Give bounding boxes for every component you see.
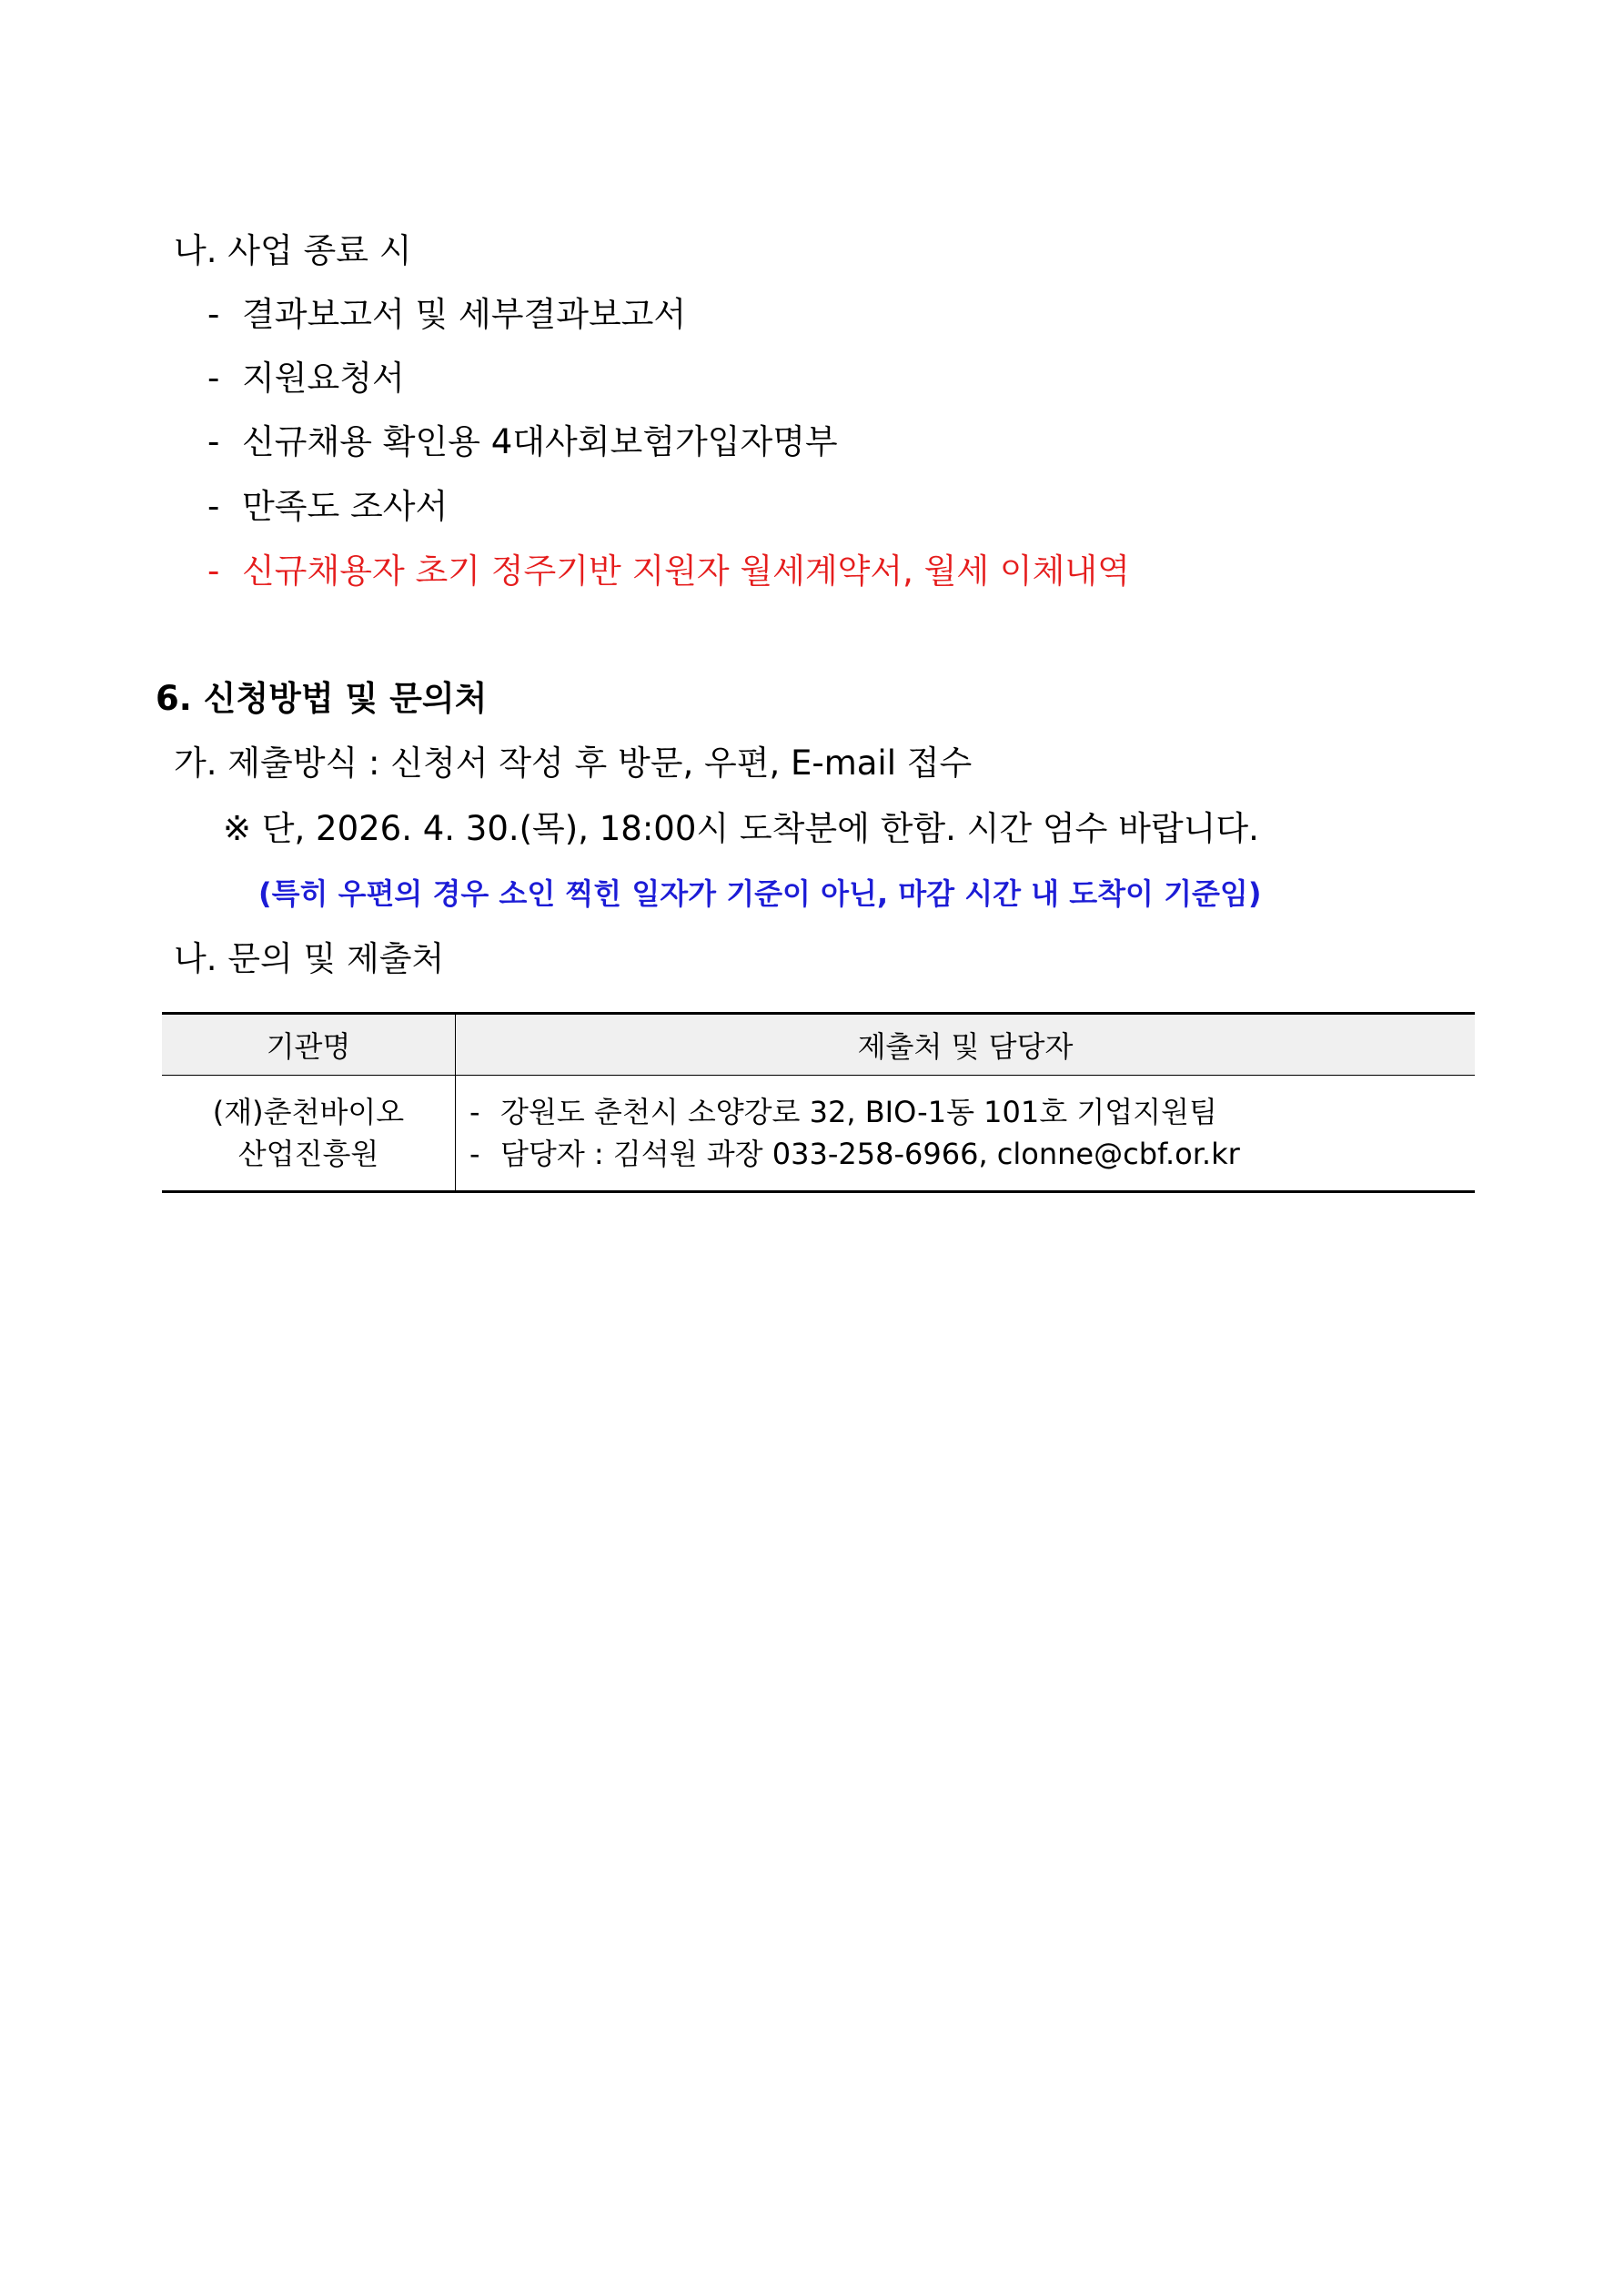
section-6-title: 6. 신청방법 및 문의처	[156, 679, 488, 718]
contact-table-header-row	[162, 1014, 1475, 1076]
end-item-5-highlighted	[207, 551, 1130, 591]
contact-detail-cell	[456, 1076, 1476, 1192]
end-item-1	[207, 295, 687, 334]
organization-cell	[162, 1076, 456, 1192]
end-item-2	[207, 359, 405, 398]
bullet-dash: -	[207, 422, 220, 461]
header-submission-contact: 제출처 및 담당자	[456, 1014, 1476, 1076]
end-item-text: 결과보고서 및 세부결과보고서	[242, 295, 687, 334]
bullet-dash: -	[207, 295, 220, 334]
contact-person-text: 담당자 : 김석원 과장 033-258-6966, clonne@cbf.or.kr	[500, 1137, 1240, 1171]
end-item-text: 신규채용자 초기 정주기반 지원자 월세계약서, 월세 이체내역	[242, 551, 1130, 591]
bullet-dash: -	[207, 359, 220, 398]
organization-name-line-2: 산업진흥원	[237, 1137, 379, 1171]
header-organization: 기관명	[162, 1014, 456, 1076]
end-item-4	[207, 487, 449, 526]
end-item-text: 신규채용 확인용 4대사회보험가입자명부	[242, 422, 838, 461]
bullet-dash: -	[469, 1095, 480, 1129]
bullet-dash: -	[207, 551, 220, 591]
deadline-emphasis-note: (특히 우편의 경우 소인 찍힌 일자가 기준이 아닌, 마감 시간 내 도착이 기준임)	[258, 876, 1262, 911]
address-line	[469, 1091, 1474, 1133]
submission-method: 가. 제출방식 : 신청서 작성 후 방문, 우편, E-mail 접수	[174, 743, 973, 783]
organization-name-line-1: (재)춘천바이오	[212, 1095, 405, 1129]
table-row	[162, 1076, 1475, 1192]
contact-section-title: 나. 문의 및 제출처	[174, 939, 445, 978]
end-section-title: 나. 사업 종료 시	[174, 231, 412, 270]
bullet-dash: -	[469, 1137, 480, 1171]
deadline-note: ※ 단, 2026. 4. 30.(목), 18:00시 도착분에 한함. 시간 엄수 바랍니다.	[223, 809, 1259, 848]
bullet-dash: -	[207, 487, 220, 526]
address-text: 강원도 춘천시 소양강로 32, BIO-1동 101호 기업지원팀	[500, 1095, 1217, 1129]
end-item-text: 지원요청서	[242, 359, 405, 398]
end-item-3	[207, 422, 838, 461]
contact-table	[162, 1012, 1475, 1193]
end-item-text: 만족도 조사서	[242, 487, 449, 526]
contact-person-line	[469, 1133, 1474, 1175]
